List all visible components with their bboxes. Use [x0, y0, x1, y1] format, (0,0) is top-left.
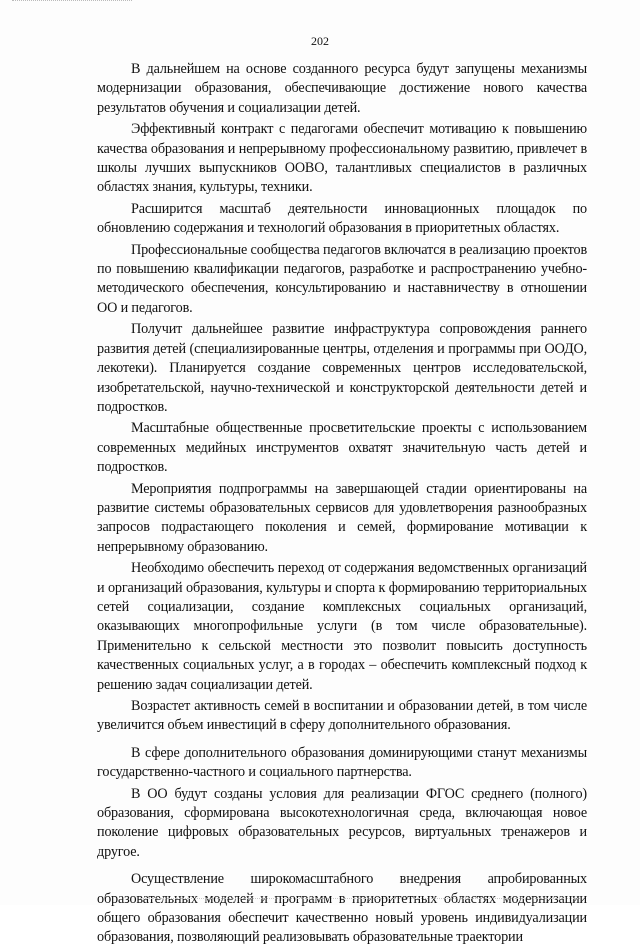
paragraph-9: Возрастет активность семей в воспитании и образовании детей, в том числе увеличится объем инвестиций в сферу дополнительного образования.: [97, 698, 587, 734]
paragraph-7: Мероприятия подпрограммы на завершающей стадии ориентированы на развитие системы образовательных сервисов для удовлетворения разнообразных запросов подрастающего поколения и семей, формирование мотивации к непрерывному образованию.: [97, 480, 587, 555]
body-text: [97, 60, 587, 950]
scan-artifact-top: [12, 0, 132, 5]
paragraph-1: В дальнейшем на основе созданного ресурса будут запущены механизмы модернизации образования, обеспечивающие достижение нового качества результатов обучения и социализации детей.: [97, 61, 587, 116]
page-number: 202: [311, 34, 329, 48]
paragraph-8: Необходимо обеспечить переход от содержания ведомственных организаций и организаций образования, культуры и спорта к формированию территориальных сетей социализации, создание комплексных социальных организаций, оказывающих многопрофильные услуги (в том числе образовательные). Применительно к сельской местности это позволит повысить доступность качественных социальных услуг, а в городах – обеспечить комплексный подход к решению задач социализации детей.: [97, 560, 587, 693]
paragraph-3: Расширится масштаб деятельности инновационных площадок по обновлению содержания и технологий образования в приоритетных областях.: [97, 200, 587, 237]
paragraph-4: Профессиональные сообщества педагогов включатся в реализацию проектов по повышению квалификации педагогов, разработке и распространению учебно-методического обеспечения, консультированию и наставничеству в отношении ОО и педагогов.: [97, 241, 587, 316]
paragraph-10: В сфере дополнительного образования доминирующими станут механизмы государственно-частного и социального партнерства.: [97, 744, 587, 781]
paragraph-11: В ОО будут созданы условия для реализации ФГОС среднего (полного) образования, сформирована высокотехнологичная среда, включающая новое поколение цифровых образовательных ресурсов, виртуальных тренажеров и другое.: [97, 785, 587, 860]
scan-artifact-bottom: [140, 896, 580, 899]
paragraph-12: Осуществление широкомасштабного внедрения апробированных образовательных моделей и программ в приоритетных областях модернизации общего образования обеспечит качественно новый уровень индивидуализации образования, позволяющий реализовывать образовательные траектории: [97, 871, 587, 946]
paragraph-5: Получит дальнейшее развитие инфраструктура сопровождения раннего развития детей (специализированные центры, отделения и программы при ООДО, лекотеки). Планируется создание современных центров исследовательской, изобретательской, научно-технической и конструкторской деятельности детей и подростков.: [97, 321, 587, 415]
paragraph-6: Масштабные общественные просветительские проекты с использованием современных медийных инструментов охватят значительную часть детей и подростков.: [97, 420, 587, 476]
paragraph-2: Эффективный контракт с педагогами обеспечит мотивацию к повышению качества образования и непрерывному профессиональному развитию, привлечет в школы лучших выпускников ООВО, талантливых специалистов в различных областях знания, культуры, техники.: [97, 121, 587, 196]
